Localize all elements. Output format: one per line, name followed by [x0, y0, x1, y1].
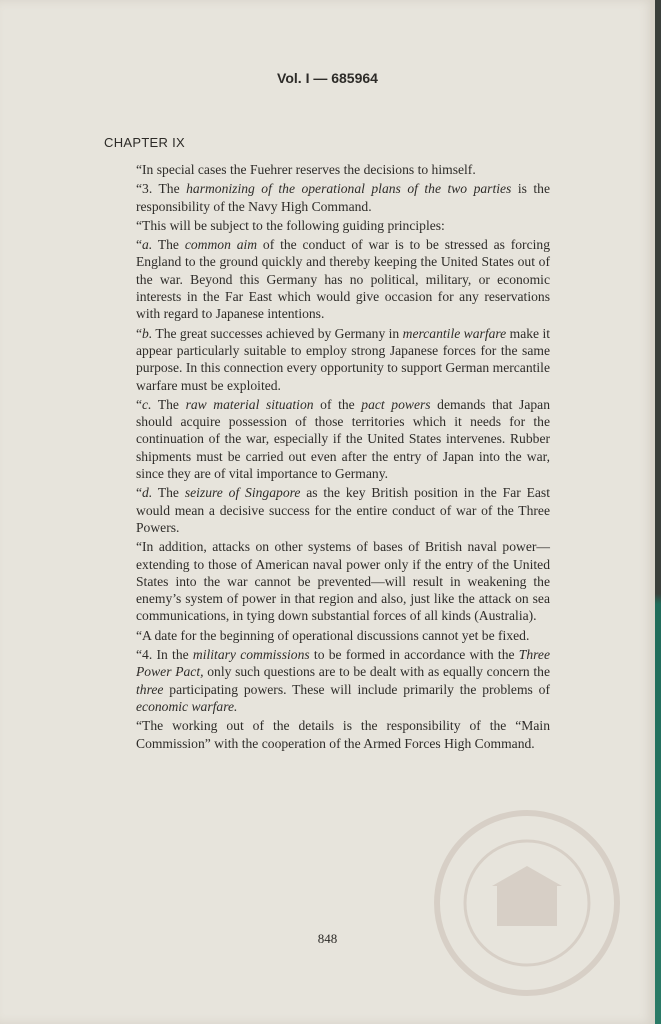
- paragraph: [136, 217, 550, 234]
- text-run: The great successes achieved by Germany in: [152, 325, 403, 341]
- text-run: participating powers. These will include primarily the problems of: [163, 681, 550, 697]
- text-run: as the key British position in the Far East would mean a decisive success for the entire conduct of war of the Three Powers.: [136, 485, 551, 535]
- italic-run: common aim: [184, 237, 258, 253]
- text-run: to be formed in accordance with the: [309, 647, 519, 663]
- italic-run: three: [136, 681, 164, 697]
- paragraph: [136, 161, 550, 178]
- paragraph: [136, 627, 550, 644]
- italic-run: b.: [142, 325, 153, 341]
- text-run: make it appear particularly suitable to employ strong Japanese forces for the same purpose. In this connection every opportunity to support German mercantile warfare must be exploited.: [136, 325, 551, 393]
- library-seal-watermark: [432, 808, 622, 998]
- chapter-heading: CHAPTER IX: [104, 135, 186, 150]
- paragraph: [136, 325, 550, 394]
- text-run: The: [152, 237, 185, 253]
- text-run: “3. The: [136, 181, 187, 197]
- text-run: “A date for the beginning of operational discussions cannot yet be fixed.: [136, 627, 530, 643]
- italic-run: a.: [142, 237, 153, 253]
- paragraph: [136, 717, 550, 752]
- italic-run: Three Power Pact,: [136, 647, 550, 680]
- text-run: demands that Japan should acquire possession of those territories which it needs for the continuation of the war, especially if the United States intervenes. Rubber shipments must be carried out even after the entry of Japan into the war, since they are of vital importance to Germany.: [136, 396, 550, 482]
- volume-header: Vol. I — 685964: [277, 70, 378, 86]
- paragraph: [136, 538, 550, 624]
- page-edge: [655, 0, 661, 1024]
- text-run: of the: [313, 396, 362, 412]
- italic-run: pact powers: [361, 396, 431, 412]
- text-run: “4. In the: [136, 647, 193, 663]
- text-run: “: [136, 325, 143, 341]
- italic-run: seizure of Singapore: [184, 485, 301, 501]
- body-text: [136, 161, 550, 754]
- italic-run: mercantile warfare: [402, 325, 507, 341]
- text-run: “In special cases the Fuehrer reserves the decisions to himself.: [136, 162, 476, 177]
- text-run: The: [152, 485, 185, 501]
- text-run: “The working out of the details is the responsibility of the “Main Commission” with the cooperation of the Armed Forces High Command.: [136, 718, 550, 751]
- text-run: “: [136, 396, 143, 412]
- italic-run: harmonizing of the operational plans of the two parties: [186, 181, 512, 197]
- text-run: The: [151, 396, 186, 412]
- italic-run: d.: [142, 485, 153, 501]
- text-run: “In addition, attacks on other systems of bases of British naval power—extending to those of American naval power only if the entry of the United States into the war cannot be prevented—will result in weakening the enemy’s system of power in that region and also, just like the attack on sea communications, in tying down substantial forces of all kinds (Australia).: [136, 539, 550, 624]
- paragraph: [136, 180, 550, 215]
- paragraph: [136, 236, 550, 322]
- text-run: “This will be subject to the following guiding principles:: [136, 217, 445, 233]
- italic-run: raw material situation: [185, 396, 314, 412]
- paragraph: [136, 484, 550, 536]
- text-run: is the responsibility of the Navy High Command.: [136, 181, 550, 214]
- italic-run: military commissions: [192, 647, 310, 663]
- italic-run: c.: [142, 396, 152, 412]
- text-run: “: [136, 237, 143, 253]
- page-number: 848: [317, 931, 338, 946]
- paragraph: [136, 646, 550, 715]
- text-run: only such questions are to be dealt with as equally concern the: [203, 664, 551, 680]
- italic-run: economic warfare.: [136, 698, 238, 714]
- text-run: of the conduct of war is to be stressed as forcing England to the ground quickly and thereby keeping the United States out of the war. Beyond this Germany has no political, military, or economic interests in the Far East which would give occasion for any reservations with regard to Japanese intentions.: [136, 237, 550, 322]
- text-run: “: [136, 485, 143, 501]
- paragraph: [136, 396, 550, 482]
